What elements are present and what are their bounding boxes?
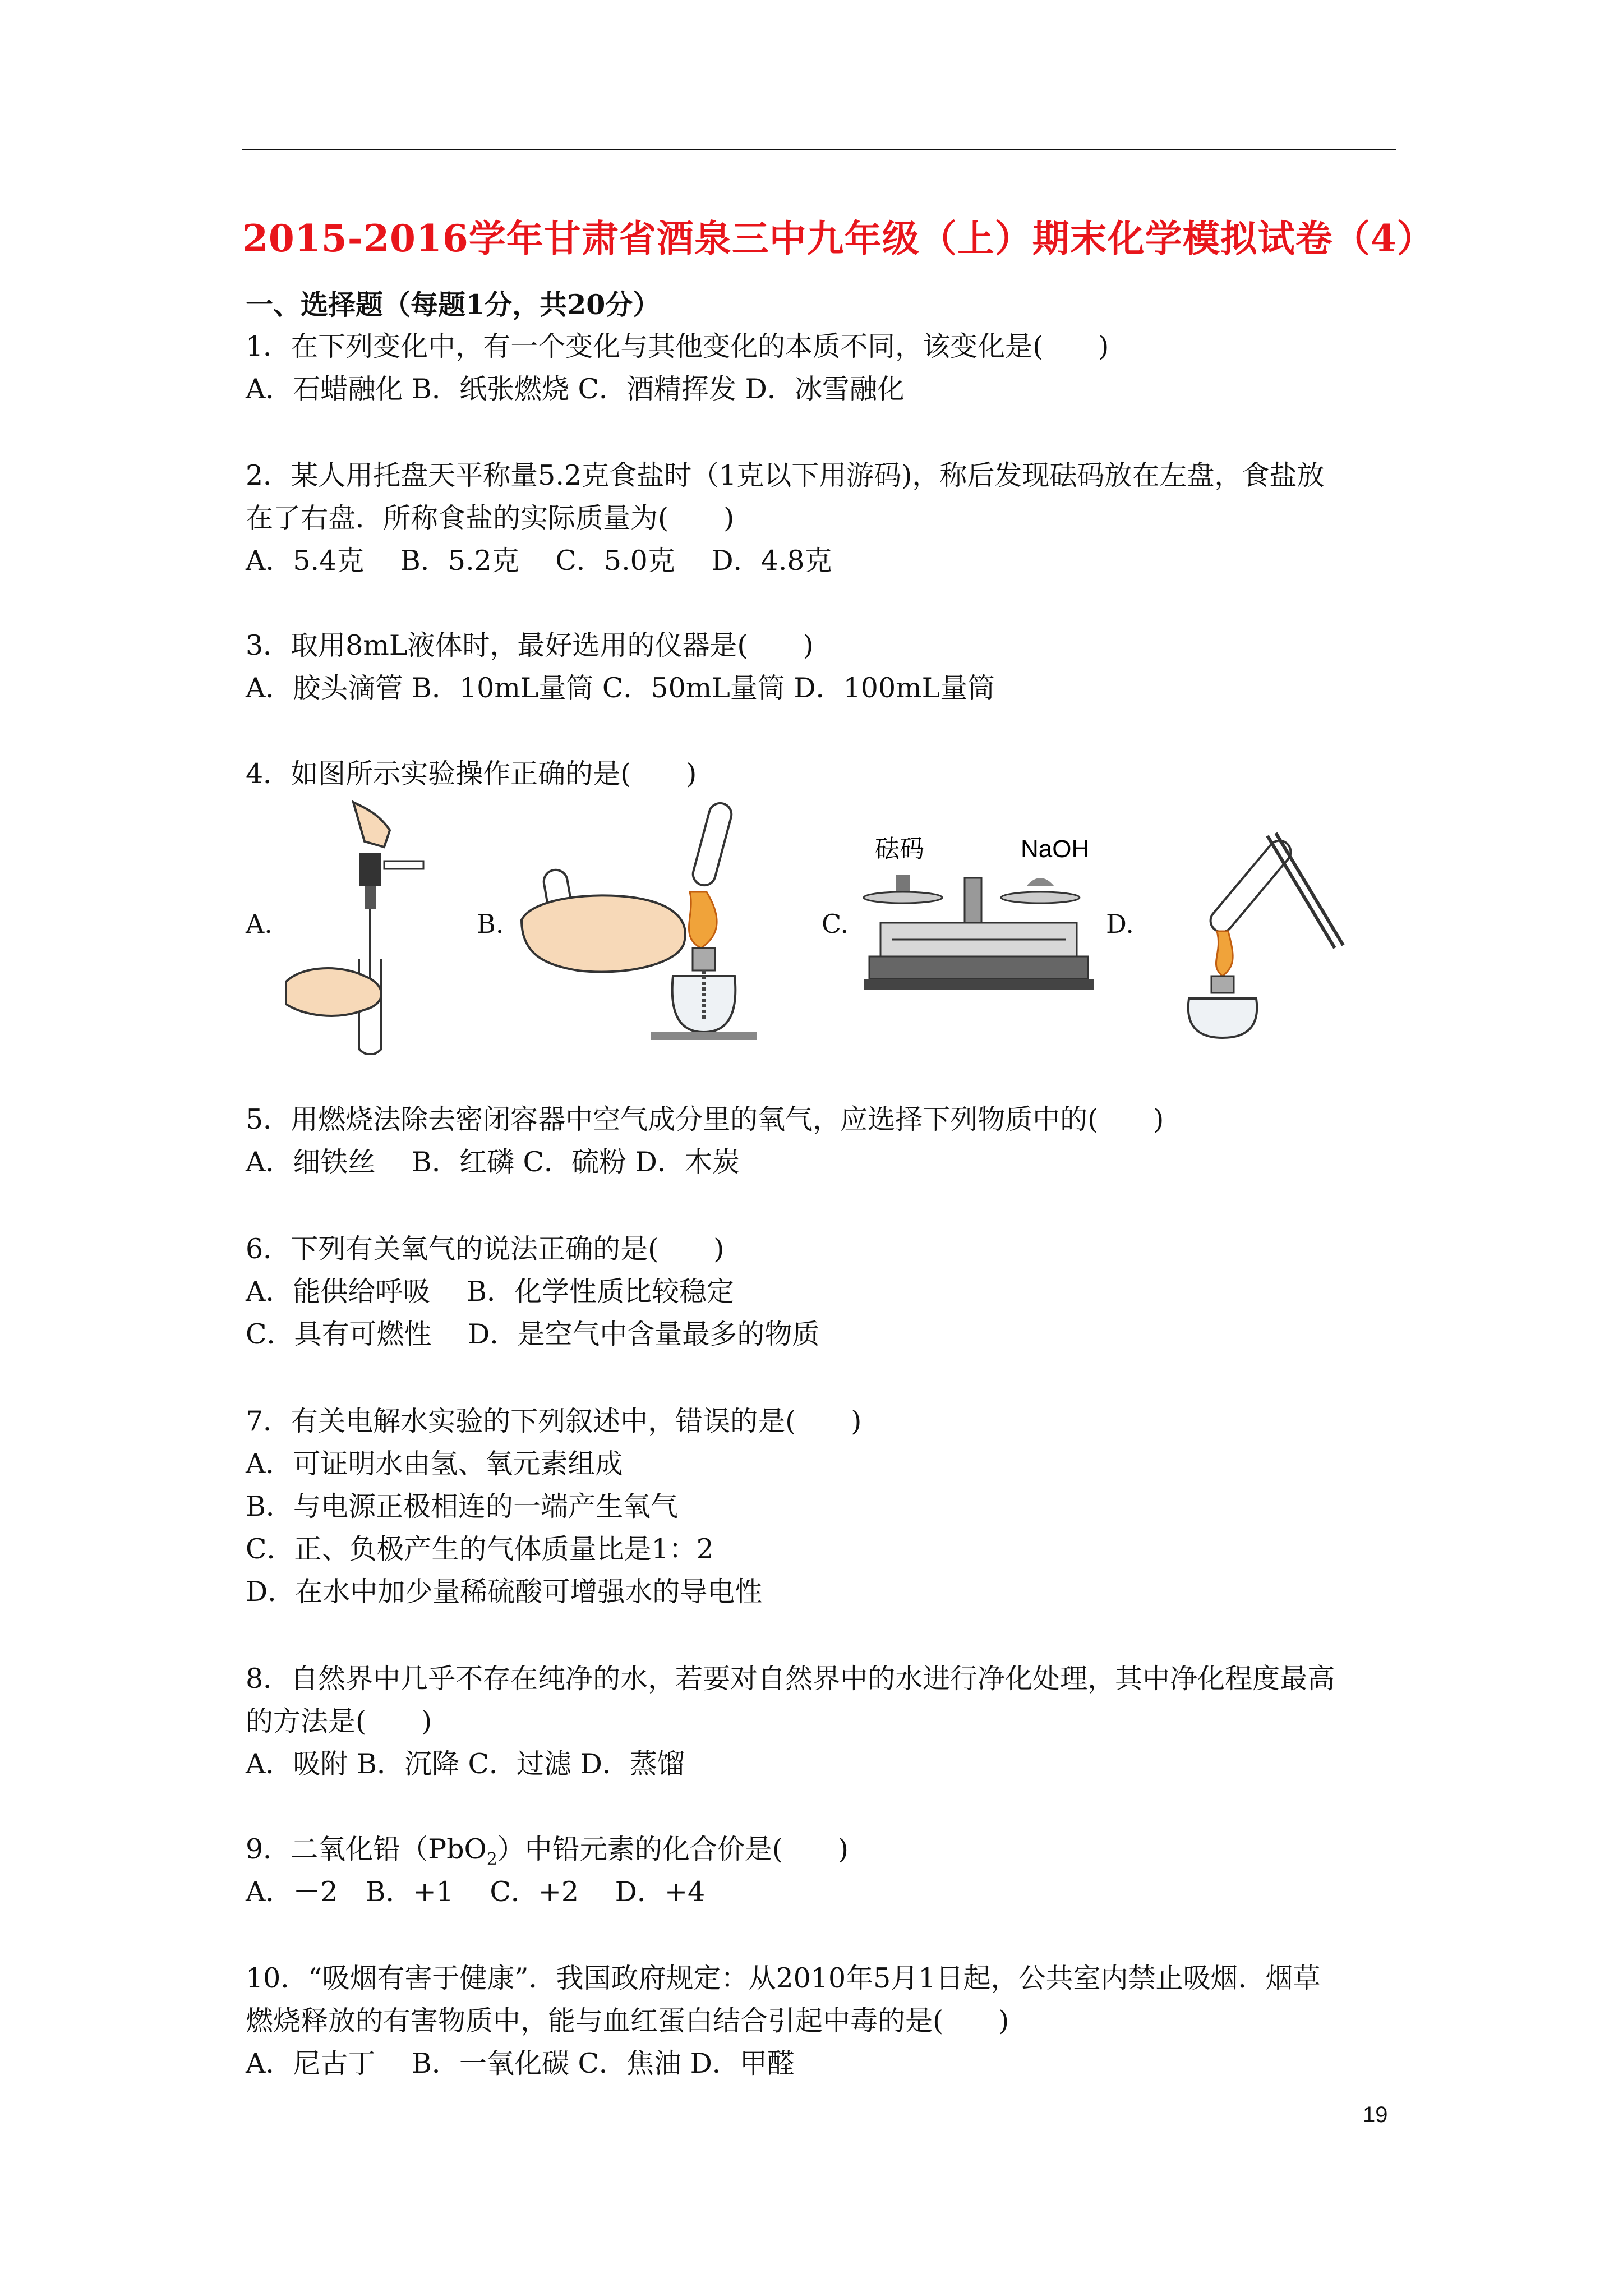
question-10-stem-line2: 燃烧释放的有害物质中，能与血红蛋白结合引起中毒的是( ): [246, 2005, 1009, 2037]
question-1-stem: 1．在下列变化中，有一个变化与其他变化的本质不同，该变化是( ): [246, 330, 1109, 362]
figure-label-d: D.: [1106, 909, 1134, 939]
figure-c-naoh-label: NaOH: [1021, 835, 1090, 863]
question-7-option-a: A．可证明水由氢、氧元素组成: [246, 1448, 623, 1480]
question-9-stem-part2: ）中铅元素的化合价是( ): [497, 1833, 849, 1865]
figure-label-b: B.: [477, 909, 504, 939]
question-1-options: A．石蜡融化 B．纸张燃烧 C．酒精挥发 D．冰雪融化: [246, 373, 905, 405]
question-7-stem: 7．有关电解水实验的下列叙述中，错误的是( ): [246, 1405, 862, 1437]
question-2-stem-line1: 2．某人用托盘天平称量5.2克食盐时（1克以下用游码)，称后发现砝码放在左盘，食盐放: [246, 459, 1325, 491]
figure-c-weights-label: 砝码: [875, 835, 924, 863]
question-4-stem: 4．如图所示实验操作正确的是( ): [246, 758, 697, 790]
question-8-stem-line2: 的方法是( ): [246, 1705, 432, 1737]
figure-label-a: A.: [246, 909, 273, 939]
question-7-option-b: B．与电源正极相连的一端产生氧气: [246, 1490, 679, 1522]
figure-label-c: C.: [822, 909, 849, 939]
question-6-options-line1: A．能供给呼吸 B．化学性质比较稳定: [246, 1276, 734, 1308]
question-6-stem: 6．下列有关氧气的说法正确的是( ): [246, 1233, 725, 1265]
document-title: 2015-2016学年甘肃省酒泉三中九年级（上）期末化学模拟试卷（4）: [242, 217, 1435, 260]
question-9-stem-part1: 9．二氧化铅（PbO: [246, 1833, 487, 1865]
section-heading: 一、选择题（每题1分，共20分）: [246, 288, 661, 321]
question-2-options: A．5.4克 B．5.2克 C．5.0克 D．4.8克: [246, 545, 832, 577]
figure-b-heating-illustration: [510, 797, 813, 1043]
question-2-stem-line2: 在了右盘．所称食盐的实际质量为( ): [246, 502, 735, 534]
question-6-options-line2: C．具有可燃性 D．是空气中含量最多的物质: [246, 1318, 820, 1350]
question-8-stem-line1: 8．自然界中几乎不存在纯净的水，若要对自然界中的水进行净化处理，其中净化程度最高: [246, 1663, 1335, 1695]
question-5-options: A．细铁丝 B．红磷 C．硫粉 D．木炭: [246, 1146, 740, 1178]
question-5-stem: 5．用燃烧法除去密闭容器中空气成分里的氧气，应选择下列物质中的( ): [246, 1103, 1164, 1135]
figure-a-dropper-illustration: [280, 797, 449, 1055]
figure-c-balance-illustration: [858, 825, 1105, 1015]
question-3-options: A．胶头滴管 B．10mL量筒 C．50mL量筒 D．100mL量筒: [246, 672, 995, 704]
question-8-options: A．吸附 B．沉降 C．过滤 D．蒸馏: [246, 1748, 685, 1780]
question-10-options: A．尼古丁 B．一氧化碳 C．焦油 D．甲醛: [246, 2047, 795, 2079]
page-number: 19: [1363, 2102, 1388, 2127]
question-7-option-c: C．正、负极产生的气体质量比是1：2: [246, 1533, 714, 1565]
question-3-stem: 3．取用8mL液体时，最好选用的仪器是( ): [246, 629, 814, 661]
question-9-options: A．－2 B．+1 C．+2 D．+4: [246, 1876, 706, 1908]
question-10-stem-line1: 10．“吸烟有害于健康”．我国政府规定：从2010年5月1日起，公共室内禁止吸烟．烟草: [246, 1962, 1321, 1994]
question-7-option-d: D．在水中加少量稀硫酸可增强水的导电性: [246, 1576, 763, 1608]
header-rule: [242, 149, 1396, 150]
question-9-subscript: 2: [486, 1849, 497, 1869]
figure-d-heating-illustration: [1155, 819, 1357, 1043]
